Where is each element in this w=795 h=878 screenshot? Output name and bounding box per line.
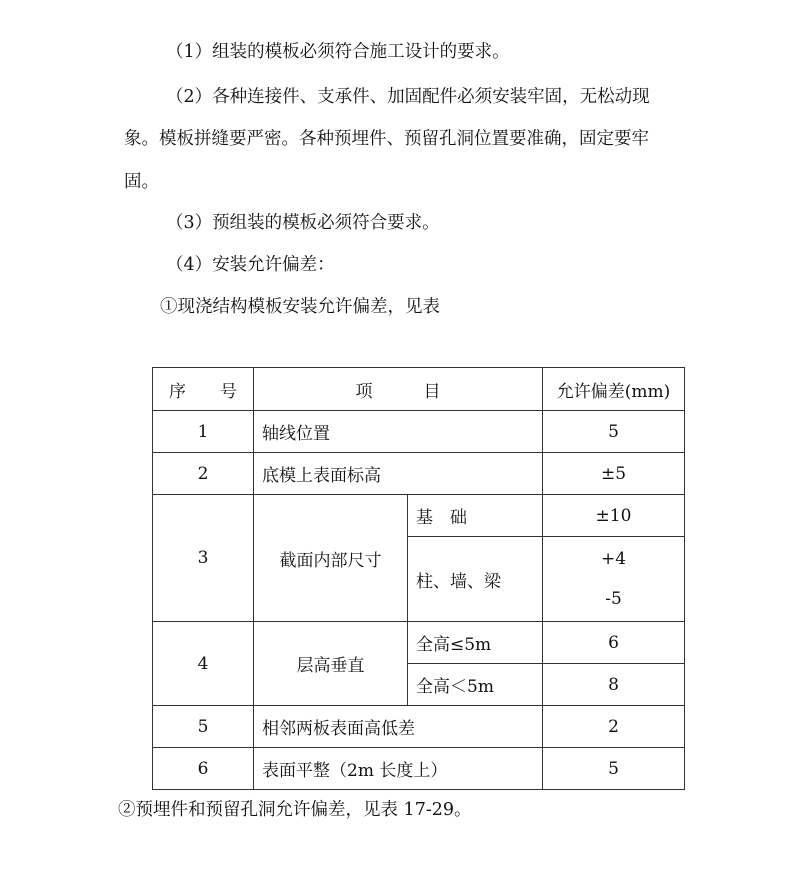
row-item: 底模上表面标高 (254, 453, 543, 495)
row-value: 5 (543, 748, 685, 790)
row-value: 6 (543, 622, 685, 664)
table-row (153, 622, 685, 664)
row-seq: 3 (153, 495, 254, 622)
table-row (153, 495, 685, 537)
header-tolerance: 允许偏差(mm) (543, 368, 685, 411)
row-item: 层高垂直 (254, 622, 408, 706)
row-subitem: 基 础 (408, 495, 543, 537)
row-subitem: 全高≤5m (408, 622, 543, 664)
row-value: 8 (543, 664, 685, 706)
table-row (153, 748, 685, 790)
paragraph-6: ②预埋件和预留孔洞允许偏差，见表 17-29。 (118, 800, 472, 820)
paragraph-2-line-1: （2）各种连接件、支承件、加固配件必须安装牢固，无松动现 (166, 87, 650, 107)
header-item: 项 目 (254, 368, 543, 411)
row-seq: 1 (153, 411, 254, 453)
paragraph-5: ①现浇结构模板安装允许偏差，见表 (160, 297, 440, 317)
row-seq: 6 (153, 748, 254, 790)
paragraph-3: （3）预组装的模板必须符合要求。 (166, 213, 440, 233)
row-value: ±5 (543, 453, 685, 495)
row-seq: 5 (153, 706, 254, 748)
row-value: ±10 (543, 495, 685, 537)
table-row (153, 706, 685, 748)
row-value: 2 (543, 706, 685, 748)
paragraph-1: （1）组装的模板必须符合施工设计的要求。 (166, 42, 510, 62)
row-item: 截面内部尺寸 (254, 495, 408, 622)
value-plus: +4 (600, 549, 627, 569)
row-subitem: 全高＜5m (408, 664, 543, 706)
value-minus: -5 (605, 589, 622, 609)
table-header-row (153, 368, 685, 411)
row-item: 轴线位置 (254, 411, 543, 453)
row-item: 相邻两板表面高低差 (254, 706, 543, 748)
paragraph-2-line-3: 固。 (124, 172, 159, 192)
paragraph-2-line-2: 象。模板拼缝要严密。各种预埋件、预留孔洞位置要准确，固定要牢 (124, 129, 649, 149)
row-subitem: 柱、墙、梁 (408, 537, 543, 622)
tolerance-table (152, 367, 685, 790)
header-seq: 序 号 (153, 368, 254, 411)
table-row (153, 453, 685, 495)
paragraph-4: （4）安装允许偏差： (166, 255, 335, 275)
row-seq: 2 (153, 453, 254, 495)
table-row (153, 411, 685, 453)
row-seq: 4 (153, 622, 254, 706)
row-value (543, 537, 685, 622)
row-item: 表面平整（2m 长度上） (254, 748, 543, 790)
row-value: 5 (543, 411, 685, 453)
